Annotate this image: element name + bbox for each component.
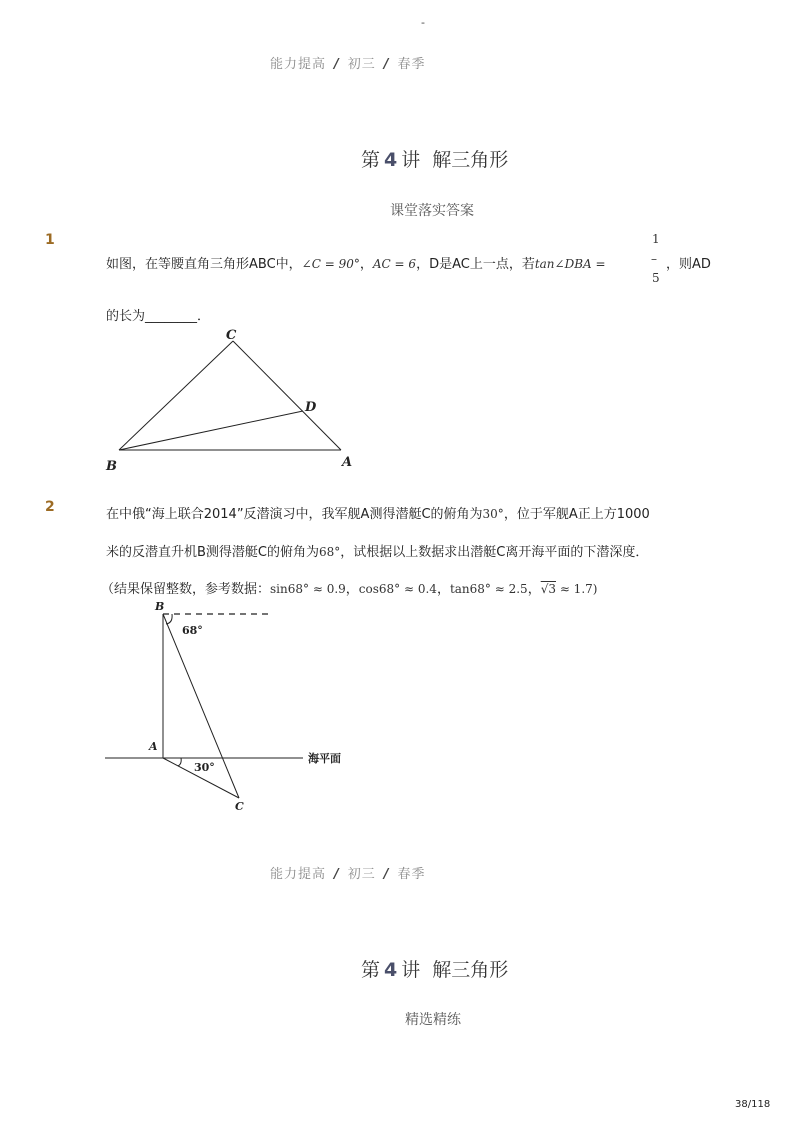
depression-angle-figure [100,598,370,818]
breadcrumb-part-3: 春季 [397,57,426,72]
label-c: C [235,800,244,813]
q2-line1-a: 在中俄“海上联合2014”反潜演习中，我军舰A测得潜艇C的俯角为 [106,507,483,522]
q2-ref-sin: sin68° ≈ 0.9 [270,582,346,596]
section-subtitle: 精选精练 [405,1012,461,1028]
q2-ref-sqrt3-value: ≈ 1.7) [556,582,598,596]
q2-ref-tan: tan68° ≈ 2.5 [449,582,528,596]
breadcrumb-separator: / [334,867,340,882]
q2-line2-b: ，试根据以上数据求出潜艇C离开海平面的下潜深度． [340,545,649,560]
q2-line1-b: ，位于军舰A正上方1000 [503,507,650,522]
page-number: 38/118 [735,1099,771,1110]
q2-ref-sep: ， [527,582,541,597]
question-2-text-line2 [106,541,648,560]
lecture-prefix: 第 [361,959,381,981]
q1-fraction-denominator: 5 [652,271,660,285]
q2-line2-a: 米的反潜直升机B测得潜艇C的俯角为 [106,545,319,560]
breadcrumb [270,863,426,882]
lecture-topic: 解三角形 [432,149,509,171]
breadcrumb-part-1: 能力提高 [270,57,327,72]
q2-angle-1: 30° [482,507,504,521]
q1-fraction-numerator: 1 [652,232,660,246]
label-sea-level: 海平面 [308,752,341,765]
breadcrumb-part-3: 春季 [397,867,426,882]
breadcrumb-separator: / [383,867,390,882]
section-subtitle: 课堂落实答案 [390,203,474,219]
label-angle-68: 68° [182,624,203,637]
breadcrumb-separator: / [334,57,340,72]
q1-angle-c: ∠C = 90° [301,257,360,271]
question-number-1: 1 [45,232,55,248]
label-d: D [305,400,317,415]
label-a: A [342,455,353,470]
lecture-prefix: 第 [361,149,381,171]
q2-ref-sep: ， [345,582,359,597]
segment-cb [119,341,233,450]
lecture-suffix: 讲 [401,149,421,171]
triangle-figure [95,325,370,477]
q1-fraction-bar: – [651,252,657,266]
angle-arc-30 [178,758,181,766]
q1-sep: ， [359,257,373,272]
breadcrumb-part-1: 能力提高 [270,867,327,882]
label-b: B [106,459,117,474]
lecture-title [361,145,508,172]
header-mark: - [421,16,425,29]
segment-bd [119,411,303,450]
label-a: A [149,740,158,753]
lecture-suffix: 讲 [401,959,421,981]
q1-text-a: 如图，在等腰直角三角形ABC中， [106,257,302,272]
question-1-text-line2: 的长为________． [106,309,211,324]
question-number-2: 2 [45,499,55,515]
lecture-number: 4 [384,149,398,171]
question-1-text-line1 [106,253,606,272]
q2-angle-2: 68° [319,545,341,559]
segment-ca [233,341,341,450]
breadcrumb-separator: / [383,57,390,72]
breadcrumb-part-2: 初三 [347,867,376,882]
q2-ref-cos: cos68° ≈ 0.4 [358,582,437,596]
q2-ref-sep: ， [436,582,450,597]
q1-ac-value: AC = 6 [372,257,417,271]
lecture-number: 4 [384,959,398,981]
q1-text-b: ，D是AC上一点，若 [416,257,535,272]
q2-line3-a: （结果保留整数，参考数据： [101,582,271,597]
label-b: B [155,600,165,613]
q1-text-c: ，则AD [666,257,711,272]
lecture-title [361,955,508,982]
label-c: C [226,328,237,343]
q1-tan-expr: tan∠DBA = [534,257,606,271]
breadcrumb [270,53,426,72]
lecture-topic: 解三角形 [432,959,509,981]
question-2-text-line1 [106,503,650,522]
label-angle-30: 30° [194,761,215,774]
q2-ref-sqrt3: √3 [540,582,556,596]
breadcrumb-part-2: 初三 [347,57,376,72]
question-2-text-line3 [101,578,597,597]
